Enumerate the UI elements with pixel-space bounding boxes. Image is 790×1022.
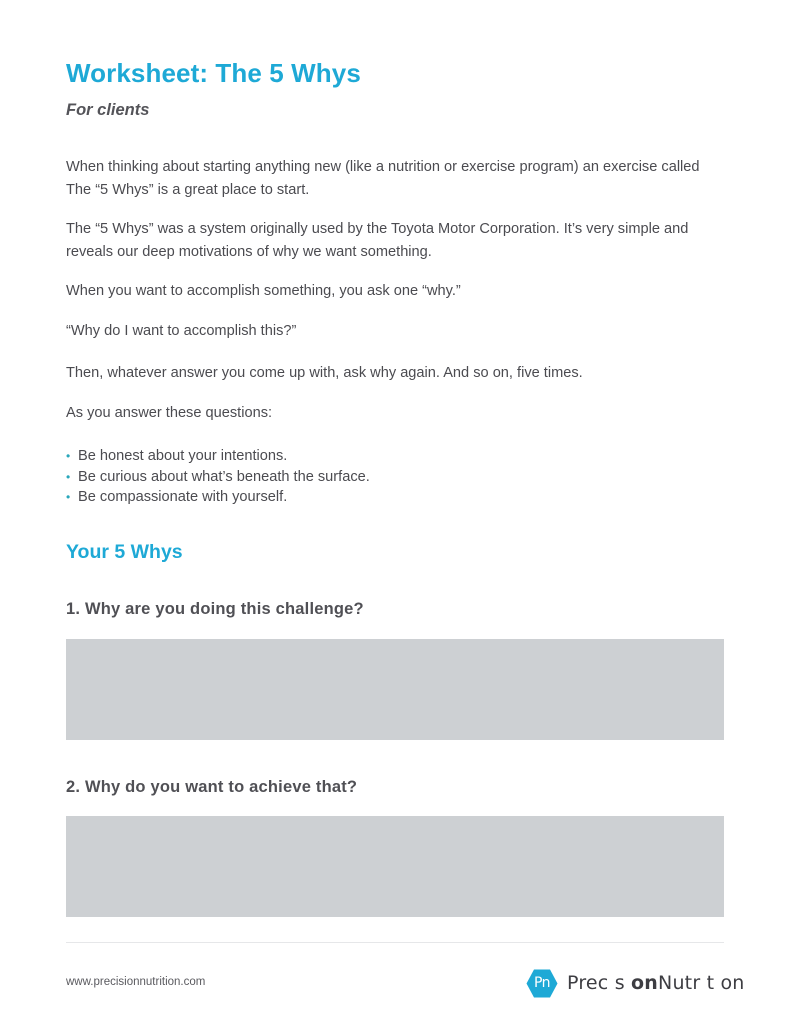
page-subtitle: For clients xyxy=(66,101,150,119)
list-item xyxy=(66,487,370,508)
pn-hexagon-icon xyxy=(526,969,558,998)
precision-nutrition-logo xyxy=(526,967,745,999)
intro-paragraph: The “5 Whys” was a system originally used by the Toyota Motor Corporation. It’s very simple and reveals our deep motivations of why we want something. xyxy=(66,221,689,260)
intro-paragraph: When you want to accomplish something, you ask one “why.” xyxy=(66,283,461,299)
question-1-label: 1. Why are you doing this challenge? xyxy=(66,600,364,618)
logo-word-part2: Nutr t on xyxy=(658,972,745,994)
question-2-label: 2. Why do you want to achieve that? xyxy=(66,778,358,796)
answer-2-field[interactable] xyxy=(66,816,724,917)
list-item xyxy=(66,467,370,488)
logo-mark-text: Pn xyxy=(533,975,551,991)
answer-1-field[interactable] xyxy=(66,639,724,740)
logo-word-part1: Prec s xyxy=(567,972,632,994)
footer-divider xyxy=(66,942,724,943)
list-item-text: Be honest about your intentions. xyxy=(78,448,288,464)
guidance-list xyxy=(66,446,370,508)
footer-url: www.precisionnutrition.com xyxy=(66,976,206,988)
logo-word-bold: on xyxy=(631,972,659,994)
list-item-text: Be compassionate with yourself. xyxy=(78,489,288,505)
list-item-text: Be curious about what’s beneath the surface. xyxy=(78,468,370,485)
intro-paragraph: When thinking about starting anything new (like a nutrition or exercise program) an exercise called The “5 Whys” is a great place to start. xyxy=(66,159,700,198)
logo-wordmark xyxy=(567,972,745,994)
bullet-icon: • xyxy=(66,469,71,484)
intro-paragraph: As you answer these questions: xyxy=(66,405,273,421)
bullet-icon: • xyxy=(66,490,71,504)
intro-quote: “Why do I want to accomplish this?” xyxy=(66,323,297,339)
list-item xyxy=(66,446,370,467)
bullet-icon: • xyxy=(66,449,71,463)
intro-paragraph: Then, whatever answer you come up with, ask why again. And so on, five times. xyxy=(66,365,583,381)
page-title: Worksheet: The 5 Whys xyxy=(66,58,361,88)
section-title: Your 5 Whys xyxy=(66,541,183,563)
